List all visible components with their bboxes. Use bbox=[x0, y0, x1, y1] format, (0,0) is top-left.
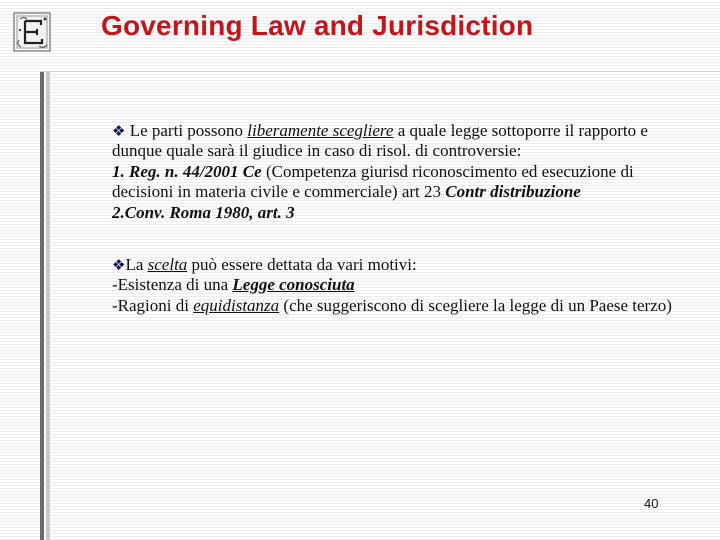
diamond-bullet-icon: ❖ bbox=[112, 122, 126, 140]
left-accent-bar bbox=[40, 72, 44, 540]
slide-title: Governing Law and Jurisdiction bbox=[101, 10, 534, 41]
emphasis-text: equidistanza bbox=[193, 295, 280, 315]
left-accent-bar-light bbox=[46, 72, 50, 540]
paragraph-reasons: ❖La scelta può essere dettata da vari motivi: bbox=[112, 255, 417, 275]
slide-body bbox=[112, 121, 672, 316]
convention-line: 2.Conv. Roma 1980, art. 3 bbox=[112, 202, 295, 222]
page-number: 40 bbox=[644, 496, 659, 511]
regulation-reference: 1. Reg. n. 44/2001 Ce bbox=[112, 161, 262, 181]
paragraph-choice-of-law: ❖ Le parti possono liberamente scegliere a quale legge sottoporre il rapporto e dunque quale sarà il giudice in caso di risol. di controversie: bbox=[112, 121, 648, 161]
regulation-line: 1. Reg. n. 44/2001 Ce (Competenza giurisd riconoscimento ed esecuzione di decisioni in materia civile e commerciale) art 23 Contr distribuzione bbox=[112, 161, 634, 202]
header-divider bbox=[40, 71, 720, 72]
known-law-line: -Esistenza di una Legge conosciuta bbox=[112, 275, 355, 295]
contract-type: Contr distribuzione bbox=[445, 182, 581, 202]
emphasis-text: scelta bbox=[147, 255, 188, 275]
emphasis-text: Legge conosciuta bbox=[232, 275, 355, 295]
diamond-bullet-icon: ❖ bbox=[112, 256, 126, 275]
emphasis-text: liberamente scegliere bbox=[247, 121, 394, 140]
equidistance-line: -Ragioni di equidistanza (che suggeriscono di scegliere la legge di un Paese terzo) bbox=[112, 295, 672, 315]
ornate-letter-e-icon bbox=[12, 10, 54, 54]
